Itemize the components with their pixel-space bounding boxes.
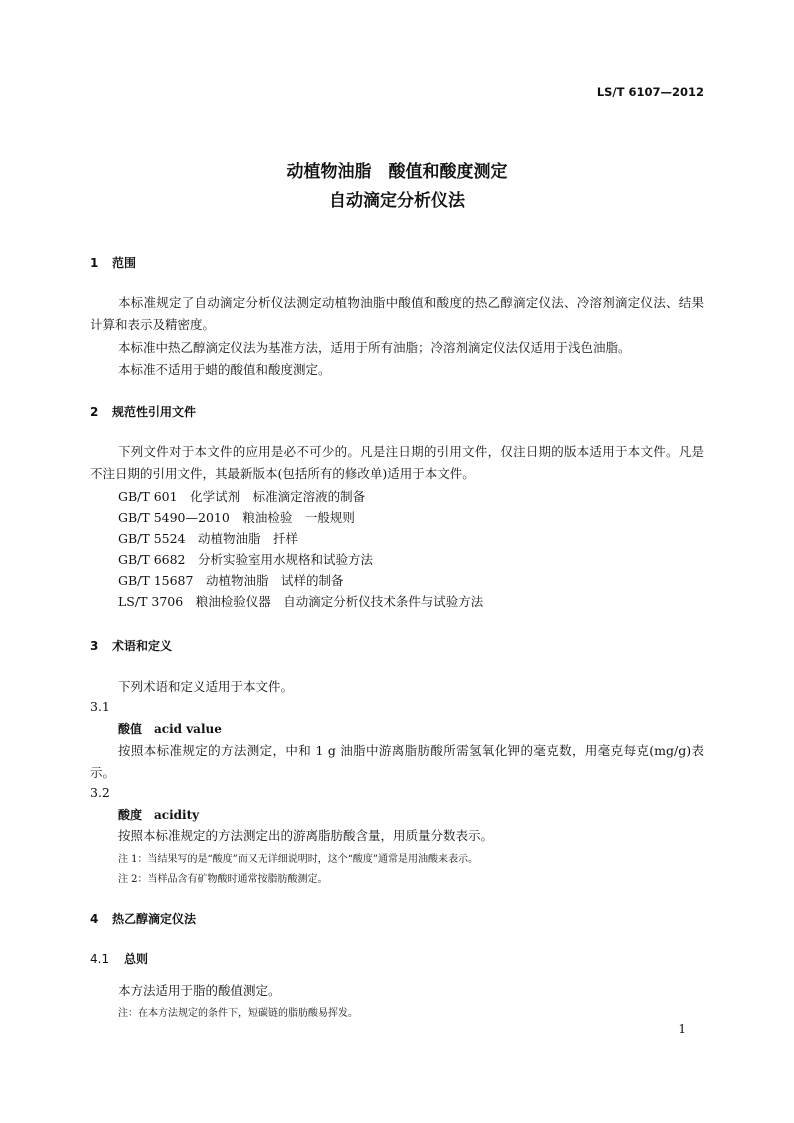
section-3-intro: 下列术语和定义适用于本文件。 (118, 679, 294, 694)
section-title: 热乙醇滴定仪法 (112, 912, 197, 926)
section-4-heading (90, 910, 196, 927)
section-title: 范围 (112, 256, 137, 270)
page-title-line2: 自动滴定分析仪法 (329, 191, 465, 211)
section-4-paragraph-1: 本方法适用于脂的酸值测定。 (118, 983, 281, 998)
reference-item (118, 529, 298, 547)
section-2-intro: 下列文件对于本文件的应用是必不可少的。凡是注日期的引用文件，仅注日期的版本适用于本文件。凡是不注日期的引用文件，其最新版本(包括所有的修改单)适用于本文件。 (90, 444, 704, 481)
page-number: 1 (678, 1022, 686, 1036)
subsection-number: 4.1 (90, 952, 110, 966)
section-2-heading (90, 403, 196, 420)
section-number: 2 (90, 405, 99, 419)
reference-item (118, 571, 344, 589)
reference-title: 动植物油脂 扦样 (198, 531, 299, 546)
term-acidity: 酸度 acidity (118, 808, 200, 822)
section-1-paragraph-2: 本标准中热乙醇滴定仪法为基准方法，适用于所有油脂；冷溶剂滴定仪法仅适用于浅色油脂。 (118, 340, 631, 355)
term-acid-value: 酸值 acid value (118, 722, 222, 736)
subsection-title: 总则 (124, 952, 149, 966)
section-1-heading (90, 254, 136, 271)
section-1-paragraph-1: 本标准规定了自动滴定分析仪法测定动植物油脂中酸值和酸度的热乙醇滴定仪法、冷溶剂滴定仪法、结果计算和表示及精密度。 (90, 295, 704, 332)
reference-item (118, 592, 483, 610)
section-3-heading (90, 637, 172, 654)
reference-item (118, 550, 373, 568)
reference-title: 动植物油脂 试样的制备 (205, 573, 344, 588)
section-number: 4 (90, 912, 99, 926)
reference-title: 化学试剂 标准滴定溶液的制备 (190, 489, 366, 504)
standard-number: LS/T 6107—2012 (596, 85, 704, 99)
term-acidity-definition: 按照本标准规定的方法测定出的游离脂肪酸含量，用质量分数表示。 (118, 828, 494, 843)
section-title: 规范性引用文件 (112, 405, 197, 419)
reference-code: GB/T 601 (118, 489, 178, 504)
term-number: 3.1 (90, 699, 110, 714)
section-number: 1 (90, 256, 99, 270)
section-number: 3 (90, 639, 99, 653)
subsection-4-1-heading (90, 950, 148, 967)
reference-code: LS/T 3706 (118, 594, 184, 609)
note-1: 注 1：当结果写的是“酸度”而又无详细说明时，这个“酸度”通常是用油酸来表示。 (118, 854, 478, 865)
reference-code: GB/T 5490—2010 (118, 510, 230, 525)
reference-title: 分析实验室用水规格和试验方法 (198, 552, 374, 567)
reference-title: 粮油检验 一般规则 (242, 510, 355, 525)
reference-code: GB/T 5524 (118, 531, 186, 546)
note-2: 注 2：当样品含有矿物酸时通常按脂肪酸测定。 (118, 874, 328, 885)
term-acid-value-definition: 按照本标准规定的方法测定，中和 1 g 油脂中游离脂肪酸所需氢氧化钾的毫克数，用毫克每克(mg/g)表示。 (90, 743, 704, 780)
reference-item (118, 487, 365, 505)
page-title-line1: 动植物油脂 酸值和酸度测定 (286, 162, 508, 182)
reference-title: 粮油检验仪器 自动滴定分析仪技术条件与试验方法 (195, 594, 484, 609)
reference-code: GB/T 15687 (118, 573, 194, 588)
reference-code: GB/T 6682 (118, 552, 186, 567)
term-number: 3.2 (90, 785, 110, 800)
section-4-note: 注：在本方法规定的条件下，短碳链的脂肪酸易挥发。 (118, 1008, 358, 1019)
reference-item (118, 508, 355, 526)
section-title: 术语和定义 (112, 639, 173, 653)
section-1-paragraph-3: 本标准不适用于蜡的酸值和酸度测定。 (118, 362, 331, 377)
